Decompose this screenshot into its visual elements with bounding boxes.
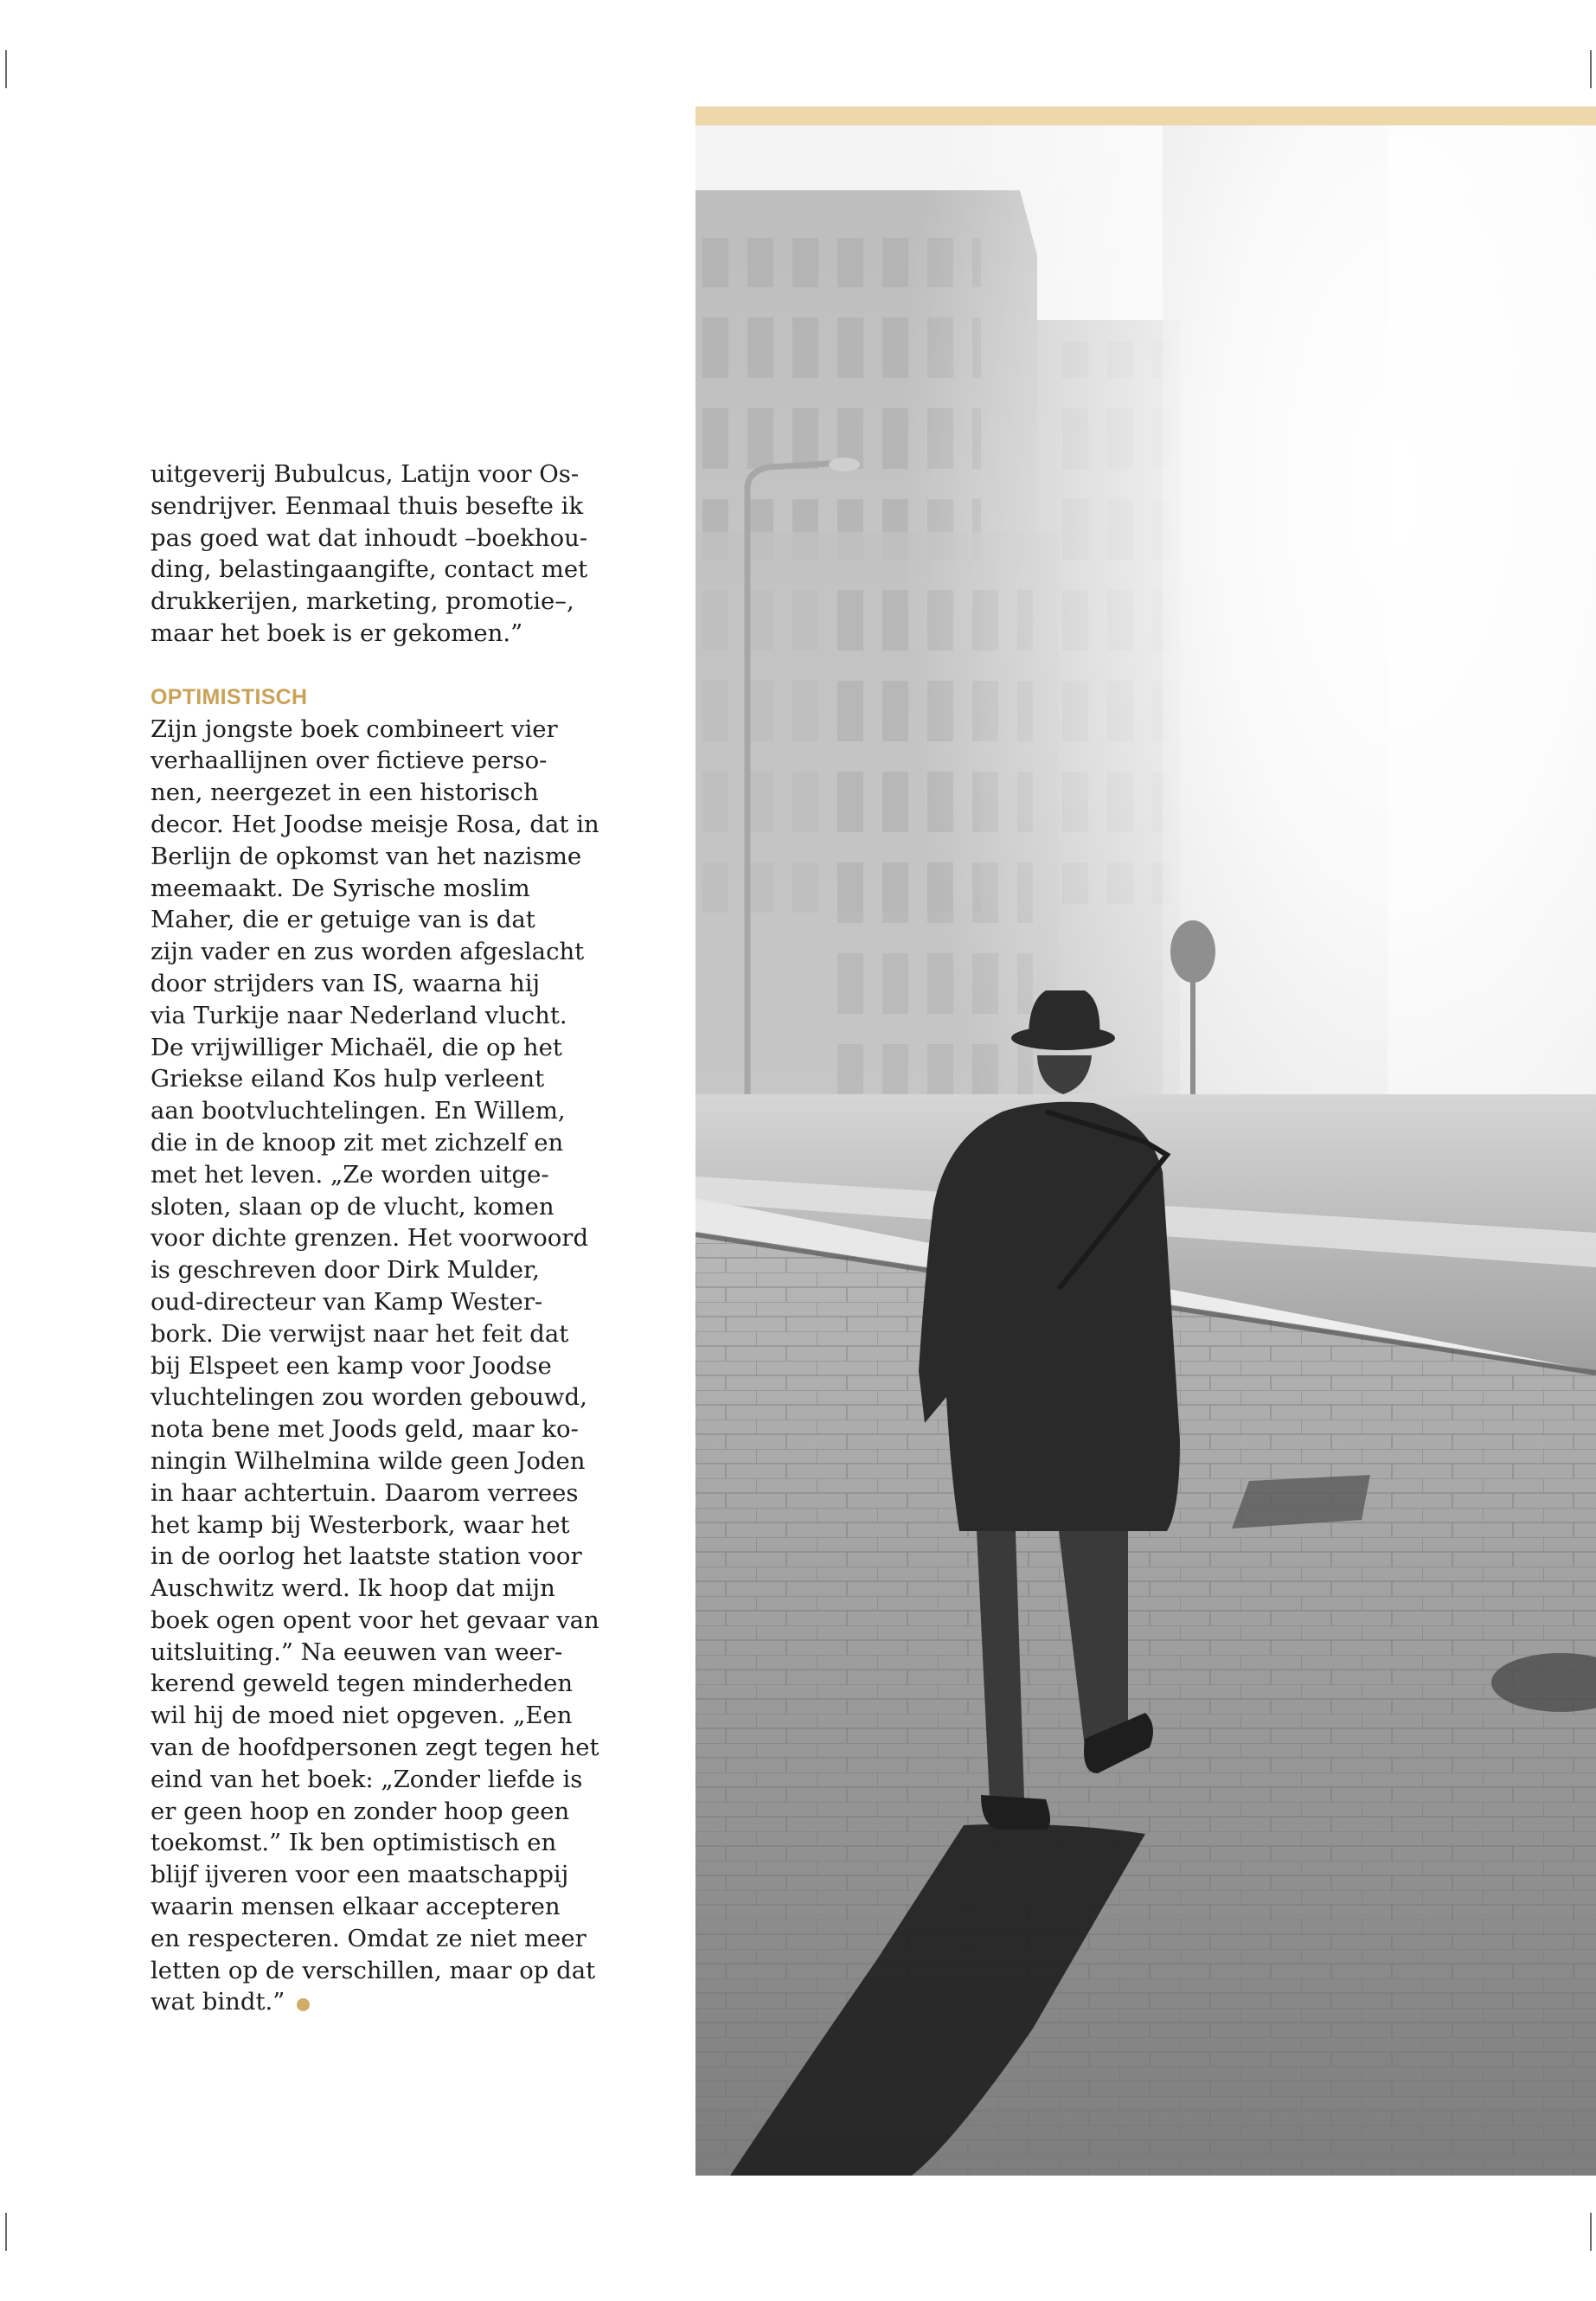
text-line: sloten, slaan op de vlucht, komen [151, 1192, 554, 1221]
article-text-column [151, 458, 599, 2018]
text-line: decor. Het Joodse meisje Rosa, dat in [151, 810, 599, 838]
intro-paragraph [151, 458, 588, 650]
text-line: in haar achtertuin. Daarom verrees [151, 1478, 579, 1507]
photo-accent-bar [695, 106, 1596, 125]
crop-mark-bottom-right [1590, 2213, 1592, 2251]
text-line: kerend geweld tegen minderheden [151, 1670, 574, 1698]
text-line: voor dichte grenzen. Het voorwoord [151, 1224, 589, 1253]
text-line: Maher, die er getuige van is dat [151, 906, 535, 934]
text-line: toekomst.” Ik ben optimistisch en [151, 1829, 557, 1857]
text-line: oud-directeur van Kamp Wester- [151, 1287, 543, 1316]
text-line: nota bene met Joods geld, maar ko- [151, 1415, 579, 1444]
text-line: boek ogen opent voor het gevaar van [151, 1606, 599, 1634]
crop-mark-bottom-left [5, 2213, 7, 2251]
text-line: Auschwitz werd. Ik hoop dat mijn [151, 1574, 555, 1603]
photo-man-walking [695, 125, 1596, 2176]
text-line: van de hoofdpersonen zegt tegen het [151, 1734, 599, 1762]
text-line: bork. Die verwijst naar het feit dat [151, 1319, 569, 1348]
text-line: zijn vader en zus worden afgeslacht [151, 938, 585, 966]
text-line: is geschreven door Dirk Mulder, [151, 1256, 540, 1285]
text-line: meemaakt. De Syrische moslim [151, 874, 530, 902]
text-line: wat bindt.” [151, 1986, 583, 2018]
text-line: uitgeverij Bubulcus, Latijn voor Os- [151, 460, 580, 488]
text-line: maar het boek is er gekomen.” [151, 619, 523, 647]
text-line: Berlijn de opkomst van het nazisme [151, 842, 582, 870]
text-line: wil hij de moed niet opgeven. „Een [151, 1702, 573, 1730]
text-line: via Turkije naar Nederland vlucht. [151, 1001, 567, 1029]
text-line: blijf ijveren voor een maatschappij [151, 1861, 569, 1889]
text-line: in de oorlog het laatste station voor [151, 1542, 582, 1571]
text-line: waarin mensen elkaar accepteren [151, 1893, 561, 1921]
text-line: De vrijwilliger Michaël, die op het [151, 1033, 562, 1061]
text-line: die in de knoop zit met zichzelf en [151, 1128, 564, 1157]
text-line: sendrijver. Eenmaal thuis besefte ik [151, 491, 584, 520]
text-line: pas goed wat dat inhoudt –boekhou- [151, 523, 588, 552]
text-line: bij Elspeet een kamp voor Joodse [151, 1351, 552, 1380]
text-line: aan bootvluchtelingen. En Willem, [151, 1097, 566, 1125]
text-line: letten op de verschillen, maar op dat [151, 1956, 596, 1984]
street-photo-illustration [695, 125, 1596, 2176]
text-line: uitsluiting.” Na eeuwen van weer- [151, 1638, 563, 1666]
text-line: drukkerijen, marketing, promotie–, [151, 587, 574, 616]
text-line: en respecteren. Omdat ze niet meer [151, 1924, 586, 1952]
text-line: nen, neergezet in een historisch [151, 779, 539, 807]
text-line: verhaallijnen over fictieve perso- [151, 747, 548, 775]
text-line: ningin Wilhelmina wilde geen Joden [151, 1446, 586, 1475]
crop-mark-top-left [5, 50, 7, 88]
text-line: Zijn jongste boek combineert vier [151, 715, 558, 743]
section-heading: OPTIMISTISCH [151, 684, 308, 709]
crop-mark-top-right [1590, 50, 1592, 88]
text-line: met het leven. „Ze worden uitge- [151, 1160, 549, 1189]
text-line: het kamp bij Westerbork, waar het [151, 1510, 570, 1539]
text-line: eind van het boek: „Zonder liefde is [151, 1765, 583, 1793]
text-line: door strijders van IS, waarna hij [151, 969, 541, 997]
end-mark-dot [297, 1998, 310, 2011]
body-paragraph [151, 714, 599, 2019]
text-line: er geen hoop en zonder hoop geen [151, 1797, 570, 1825]
text-line: vluchtelingen zou worden gebouwd, [151, 1383, 587, 1412]
text-line: Griekse eiland Kos hulp verleent [151, 1065, 545, 1093]
text-line: ding, belastingaangifte, contact met [151, 555, 588, 584]
